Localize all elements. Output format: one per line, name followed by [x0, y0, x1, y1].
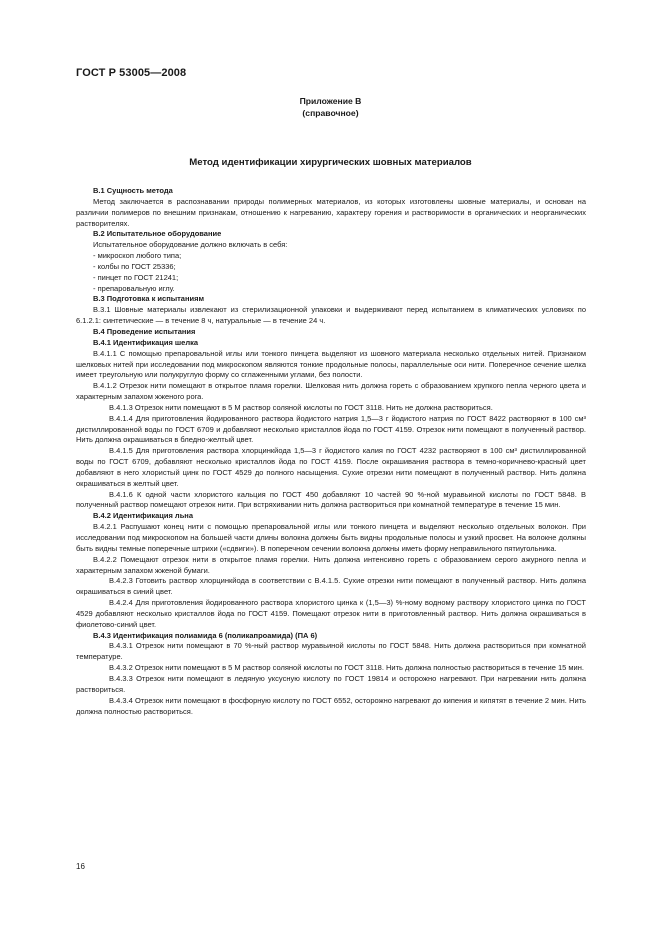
appendix-type: (справочное) — [302, 108, 359, 118]
document-body — [76, 186, 586, 717]
paragraph: В.4.2.1 Распушают конец нити с помощью препаровальной иглы или тонкого пинцета и выделяют несколько отдельных волокон. При исследовании под микроскопом на большей части длины волокна должны быть видны продольные полосы и узкий просвет. На волокне должны быть видны темные поперечные штрихи («сдвиги»). В поперечном сечении волокна должны иметь форму неправильного пятиугольника. — [76, 522, 586, 553]
section-heading: В.2 Испытательное оборудование — [93, 229, 222, 239]
paragraph: В.4.1.3 Отрезок нити помещают в 5 М раствор соляной кислоты по ГОСТ 3118. Нить не должна раствориться. — [109, 402, 493, 412]
paragraph: В.4.3.3 Отрезок нити помещают в ледяную уксусную кислоту по ГОСТ 19814 и осторожно нагревают. При нагревании нить должна раствориться. — [76, 673, 586, 694]
page-number: 16 — [76, 862, 85, 871]
paragraph: В.4.1.6 К одной части хлористого кальция по ГОСТ 450 добавляют 10 частей 90 %-ной муравьиной кислоты по ГОСТ 5848. В полученный раствор помещают отрезок нити. При встряхивании нить должна раствориться при комнатной температуре в течение 15 мин. — [76, 489, 586, 510]
paragraph: Испытательное оборудование должно включать в себя: — [93, 240, 288, 250]
paragraph: В.4.2.2 Помещают отрезок нити в открытое пламя горелки. Нить должна интенсивно гореть с образованием серого ажурного пепла и характерным запахом жженой бумаги. — [76, 554, 586, 575]
section-heading: В.4 Проведение испытания — [93, 326, 196, 336]
paragraph: В.3.1 Шовные материалы извлекают из стерилизационной упаковки и выдерживают перед испытанием в климатических условиях по 6.1.2.1: синтетические — в течение 8 ч, натуральные — в течение 24 ч. — [76, 305, 586, 326]
paragraph: В.4.1.1 С помощью препаровальной иглы или тонкого пинцета выделяют из шовного материала несколько отдельных нитей. Признаком шелковых нитей при исследовании под микроскопом являются тонкие продольные полосы, параллельные оси нити. Поперечное сечение шелка имеет треугольную или полукруглую форму со сглаженными углами, без полости. — [76, 348, 586, 380]
document-title: Метод идентификации хирургических шовных материалов — [189, 157, 472, 168]
appendix-heading — [0, 95, 661, 119]
paragraph: В.4.1.5 Для приготовления раствора хлорцинкйода 1,5—3 г йодистого калия по ГОСТ 4232 растворяют в 100 см³ дистиллированной воды по ГОСТ 6709, добавляют несколько кристаллов йода по ГОСТ 4159. После окрашивания раствора в темно-коричнево-красный цвет добавляют в него хлористый цинк по ГОСТ 4529 до полного насыщения. Сухие отрезки нити помещают в полученный раствор. Нить должна окрашиваться в желтый цвет. — [76, 446, 586, 488]
paragraph: В.4.3.2 Отрезок нити помещают в 5 М раствор соляной кислоты по ГОСТ 3118. Нить должна полностью раствориться в течение 15 мин. — [109, 663, 584, 673]
paragraph: В.4.3.1 Отрезок нити помещают в 70 %-ный раствор муравьиной кислоты по ГОСТ 5848. Нить должна раствориться при комнатной температуре. — [76, 641, 586, 662]
standard-header: ГОСТ Р 53005—2008 — [76, 67, 187, 79]
paragraph: В.4.1.2 Отрезок нити помещают в открытое пламя горелки. Шелковая нить должна гореть с образованием хрупкого пепла черного цвета и характерным запахом жженого рога. — [76, 381, 586, 402]
list-item: - пинцет по ГОСТ 21241; — [93, 272, 179, 282]
paragraph: В.4.1.4 Для приготовления йодированного раствора йодистого натрия 1,5—3 г йодистого натрия по ГОСТ 8422 растворяют в 100 см³ дистиллированной воды по ГОСТ 6709 и добавляют несколько кристаллов йода по ГОСТ 4159. Отрезок нити помещают в полученный раствор. Нить должна окрашиваться в бледно-желтый цвет. — [76, 413, 586, 445]
paragraph: В.4.2.4 Для приготовления йодированного раствора хлористого цинка к (1,5—3) %-ному водному раствору хлористого цинка по ГОСТ 4529 добавляют несколько кристаллов йода по ГОСТ 4159. Помещают отрезок нити в приготовленный раствор. Нить должна окрашиваться в фиолетово-синий цвет. — [76, 598, 586, 629]
paragraph: В.4.2.3 Готовить раствор хлорцинкйода в соответствии с В.4.1.5. Сухие отрезки нити помещают в полученный раствор. Нить должна окрашиваться в синий цвет. — [76, 576, 586, 597]
list-item: - микроскоп любого типа; — [93, 251, 182, 261]
list-item: - колбы по ГОСТ 25336; — [93, 261, 176, 271]
list-item: - препаровальную иглу. — [93, 283, 175, 293]
section-heading: В.4.3 Идентификация полиамида 6 (поликапроамида) (ПА 6) — [93, 630, 318, 640]
paragraph: Метод заключается в распознавании природы полимерных материалов, из которых изготовлены шовные материалы, и основан на различии полимеров по внешним признакам, отношению к нагреванию, характеру горения и растворимости в органических и неорганических растворителях. — [76, 196, 586, 228]
appendix-label: Приложение В — [299, 96, 362, 106]
paragraph: В.4.3.4 Отрезок нити помещают в фосфорную кислоту по ГОСТ 6552, осторожно нагревают до кипения и кипятят в течение 2 мин. Нить должна полностью раствориться. — [76, 695, 586, 716]
section-heading: В.1 Сущность метода — [93, 186, 173, 195]
section-heading: В.4.2 Идентификация льна — [93, 511, 194, 521]
section-heading: В.3 Подготовка к испытаниям — [93, 294, 205, 304]
section-heading: В.4.1 Идентификация шелка — [93, 337, 199, 347]
